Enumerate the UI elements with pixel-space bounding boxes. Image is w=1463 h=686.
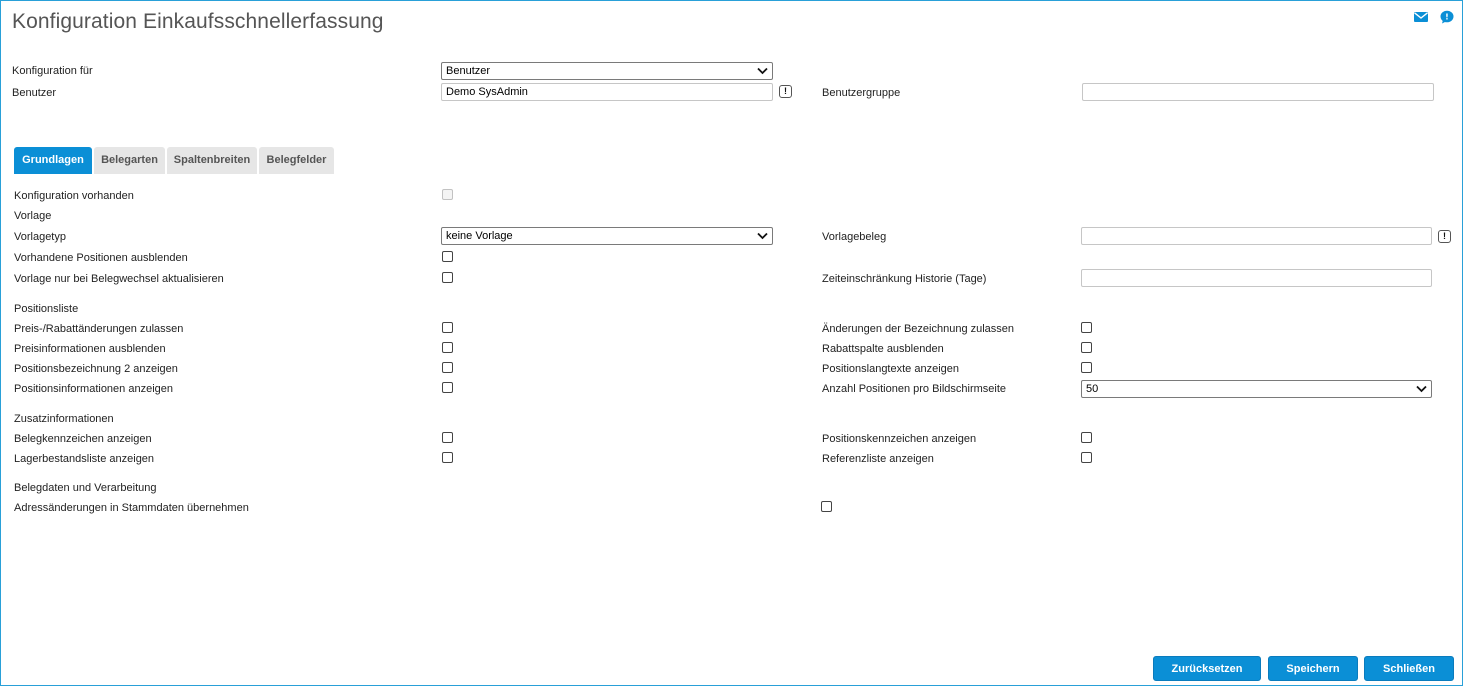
- show-doc-flags-label: Belegkennzeichen anzeigen: [14, 433, 152, 445]
- history-limit-field[interactable]: [1081, 269, 1432, 287]
- show-longtext-label: Positionslangtexte anzeigen: [822, 363, 959, 375]
- mail-icon[interactable]: [1413, 10, 1429, 24]
- vorlagebeleg-label: Vorlagebeleg: [822, 231, 887, 243]
- price-discount-label: Preis-/Rabattänderungen zulassen: [14, 323, 184, 335]
- svg-text:!: !: [1445, 12, 1449, 22]
- tab-grundlagen[interactable]: Grundlagen: [14, 147, 92, 174]
- show-pos-flags-checkbox[interactable]: [1081, 432, 1092, 443]
- config-for-select[interactable]: [441, 62, 773, 80]
- hide-positions-label: Vorhandene Positionen ausblenden: [14, 252, 188, 264]
- hide-positions-checkbox[interactable]: [442, 251, 453, 262]
- show-desc2-checkbox[interactable]: [442, 362, 453, 373]
- hide-price-info-checkbox[interactable]: [442, 342, 453, 353]
- chevron-down-icon: [1416, 384, 1427, 394]
- config-for-value: Benutzer: [446, 65, 491, 77]
- tab-belegfelder[interactable]: Belegfelder: [259, 147, 334, 174]
- desc-changes-checkbox[interactable]: [1081, 322, 1092, 333]
- price-discount-checkbox[interactable]: [442, 322, 453, 333]
- show-stock-checkbox[interactable]: [442, 452, 453, 463]
- chevron-down-icon: [757, 66, 768, 76]
- hide-discount-col-checkbox[interactable]: [1081, 342, 1092, 353]
- show-ref-checkbox[interactable]: [1081, 452, 1092, 463]
- vorlagetyp-label: Vorlagetyp: [14, 231, 66, 243]
- usergroup-field[interactable]: [1082, 83, 1434, 101]
- per-page-select[interactable]: [1081, 380, 1432, 398]
- per-page-label: Anzahl Positionen pro Bildschirmseite: [822, 383, 1007, 395]
- show-desc2-label: Positionsbezeichnung 2 anzeigen: [14, 363, 178, 375]
- show-pos-info-checkbox[interactable]: [442, 382, 453, 393]
- close-button[interactable]: Schließen: [1364, 656, 1454, 681]
- user-picker-button[interactable]: !: [779, 85, 792, 98]
- reset-button[interactable]: Zurücksetzen: [1153, 656, 1261, 681]
- help-icon[interactable]: [1439, 10, 1455, 24]
- config-for-label: Konfiguration für: [12, 65, 93, 77]
- usergroup-label: Benutzergruppe: [822, 87, 901, 99]
- hide-discount-col-label: Rabattspalte ausblenden: [822, 343, 944, 355]
- desc-changes-label: Änderungen der Bezeichnung zulassen: [822, 323, 1015, 335]
- page-title: Konfiguration Einkaufsschnellerfassung: [12, 10, 384, 33]
- save-button[interactable]: Speichern: [1268, 656, 1358, 681]
- update-on-change-label: Vorlage nur bei Belegwechsel aktualisieren: [14, 273, 224, 285]
- section-vorlage: Vorlage: [14, 210, 52, 222]
- show-ref-label: Referenzliste anzeigen: [822, 453, 934, 465]
- vorlagebeleg-field[interactable]: [1081, 227, 1432, 245]
- address-changes-label: Adressänderungen in Stammdaten übernehmen: [14, 502, 249, 514]
- chevron-down-icon: [757, 231, 768, 241]
- section-belegdaten: Belegdaten und Verarbeitung: [14, 482, 157, 494]
- address-changes-checkbox[interactable]: [821, 501, 832, 512]
- user-label: Benutzer: [12, 87, 57, 99]
- section-positionsliste: Positionsliste: [14, 303, 79, 315]
- vorlagebeleg-picker-button[interactable]: !: [1438, 230, 1451, 243]
- section-zusatzinformationen: Zusatzinformationen: [14, 413, 114, 425]
- show-stock-label: Lagerbestandsliste anzeigen: [14, 453, 155, 465]
- vorlagetyp-value: keine Vorlage: [446, 230, 513, 242]
- show-pos-flags-label: Positionskennzeichen anzeigen: [822, 433, 977, 445]
- update-on-change-checkbox[interactable]: [442, 272, 453, 283]
- tab-belegarten[interactable]: Belegarten: [94, 147, 165, 174]
- show-doc-flags-checkbox[interactable]: [442, 432, 453, 443]
- hide-price-info-label: Preisinformationen ausblenden: [14, 343, 166, 355]
- history-limit-label: Zeiteinschränkung Historie (Tage): [822, 273, 987, 285]
- vorlagetyp-select[interactable]: [441, 227, 773, 245]
- show-longtext-checkbox[interactable]: [1081, 362, 1092, 373]
- config-present-checkbox: [442, 189, 453, 200]
- user-field[interactable]: Demo SysAdmin: [441, 83, 773, 101]
- show-pos-info-label: Positionsinformationen anzeigen: [14, 383, 173, 395]
- per-page-value: 50: [1086, 383, 1099, 395]
- tab-spaltenbreiten[interactable]: Spaltenbreiten: [167, 147, 257, 174]
- config-present-label: Konfiguration vorhanden: [14, 190, 134, 202]
